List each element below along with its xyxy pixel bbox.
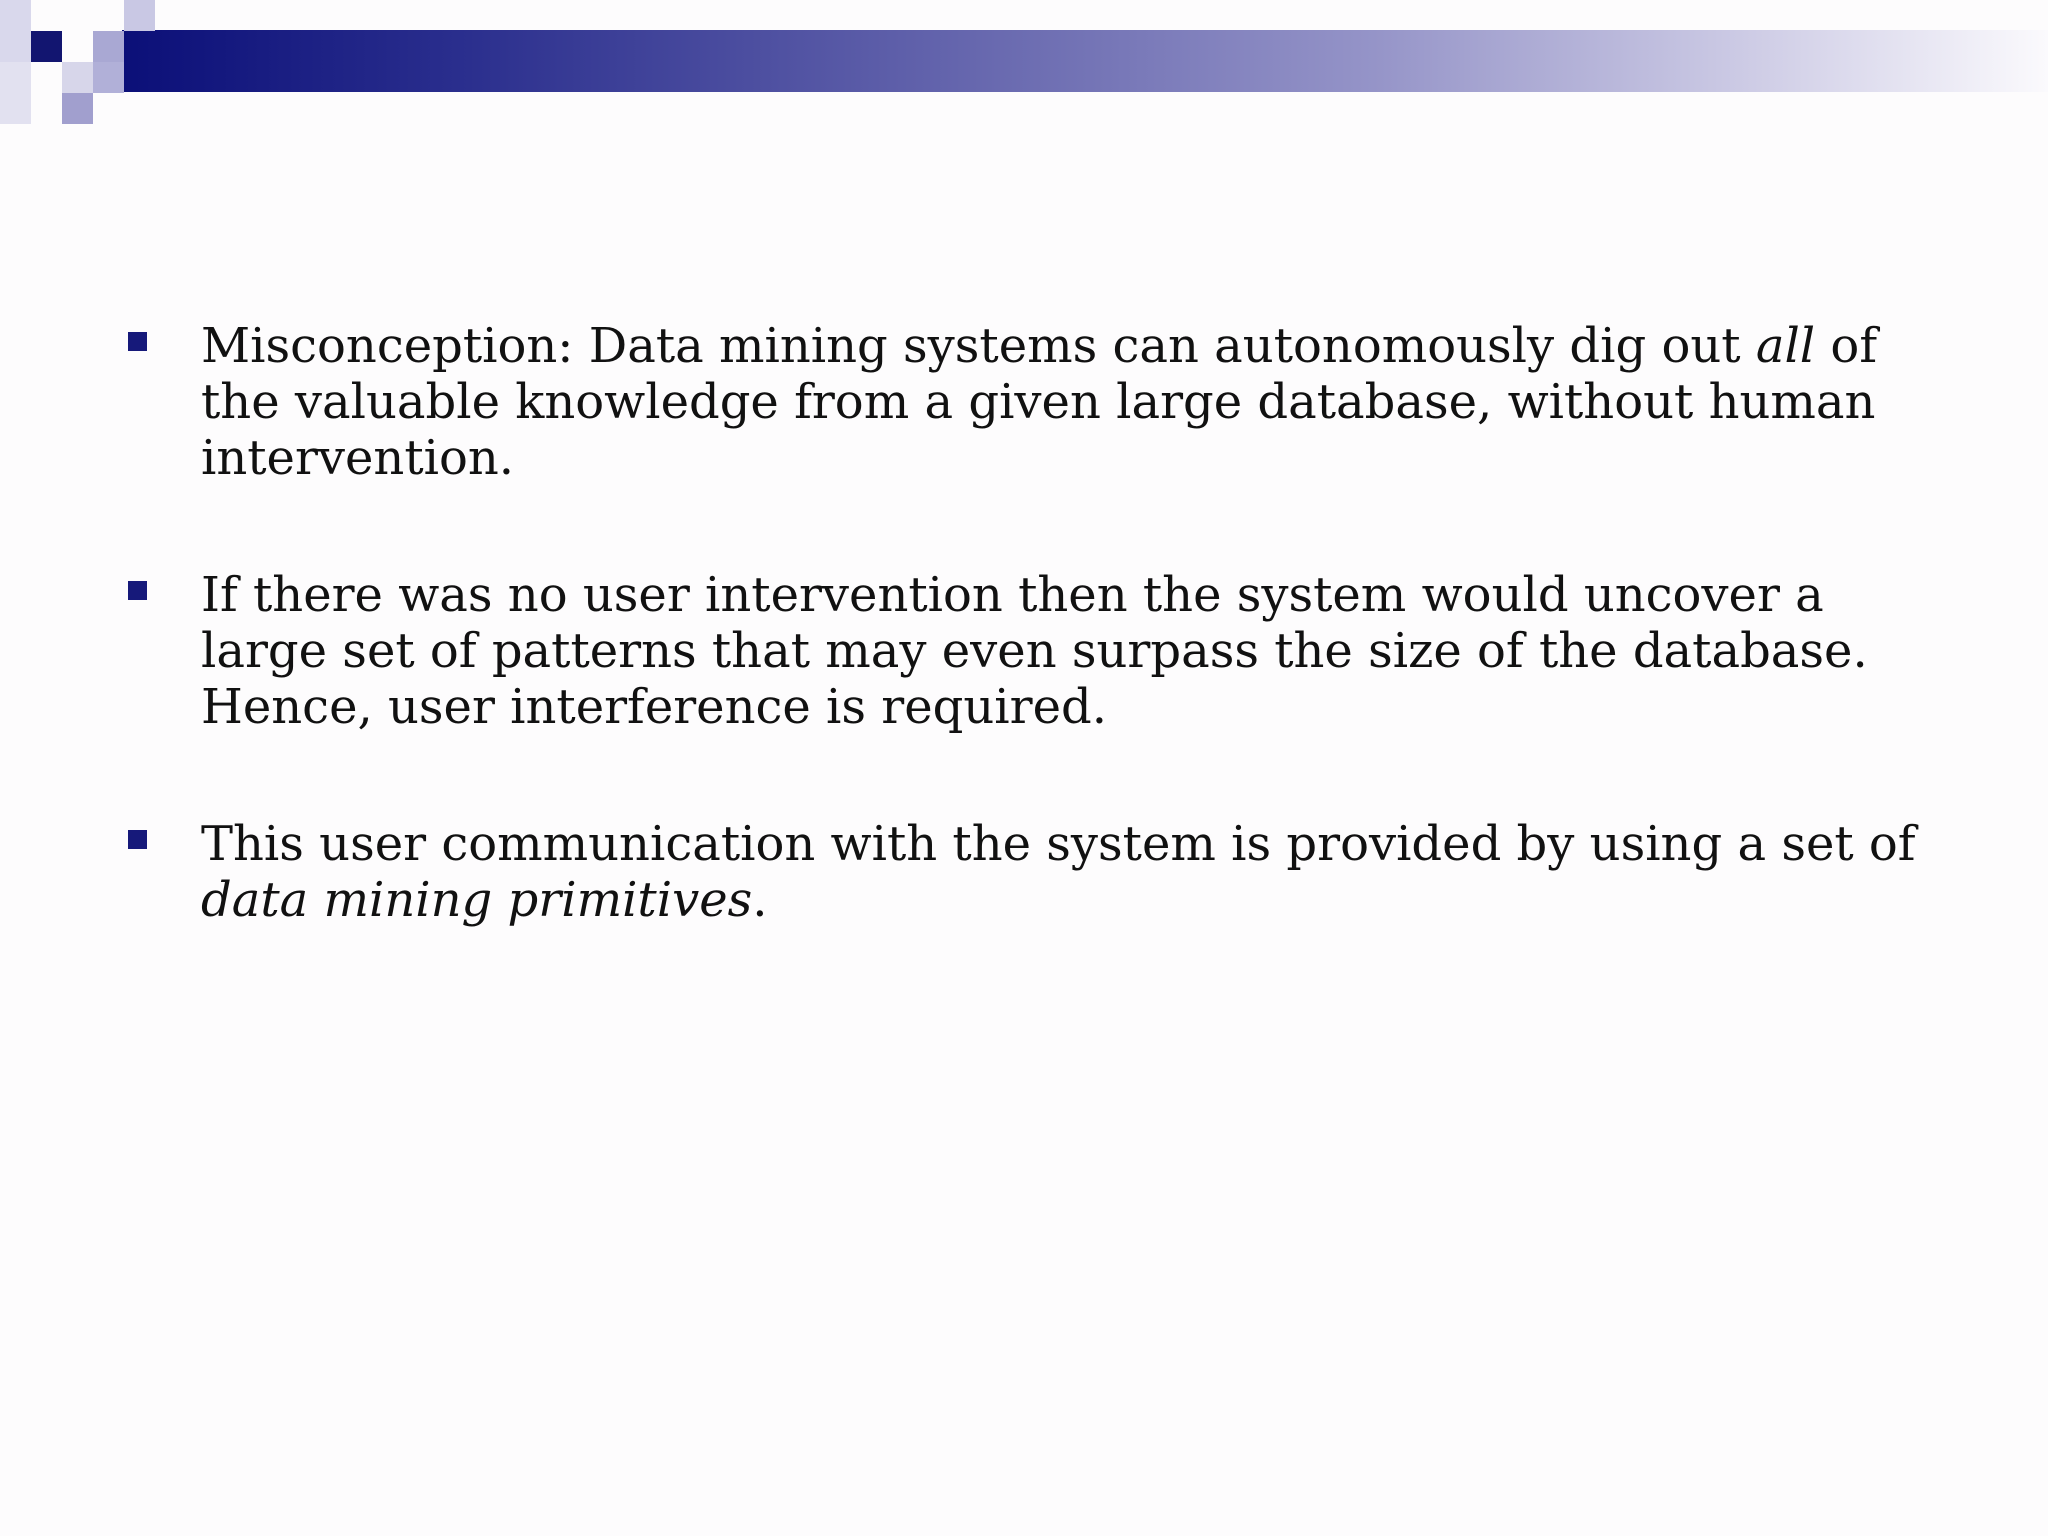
bullet-item bbox=[124, 318, 1944, 486]
decorative-square bbox=[0, 0, 31, 62]
decorative-square bbox=[31, 31, 62, 62]
square-bullet-icon bbox=[128, 332, 147, 351]
bullet-text: This user communication with the system is provided by using a set of data mining primitives. bbox=[201, 816, 1916, 928]
decorative-square bbox=[93, 62, 124, 93]
decorative-square bbox=[62, 93, 93, 124]
square-bullet-icon bbox=[128, 830, 147, 849]
square-bullet-icon bbox=[128, 581, 147, 600]
decorative-square bbox=[62, 62, 93, 93]
bullet-item bbox=[124, 816, 1944, 928]
bullet-text: If there was no user intervention then the system would uncover a large set of patterns that may even surpass the size of the database. Hence, user interference is required. bbox=[201, 567, 1868, 735]
bullet-text: Misconception: Data mining systems can autonomously dig out all of the valuable knowledge from a given large database, without human intervention. bbox=[201, 318, 1878, 486]
decorative-square bbox=[124, 0, 155, 31]
decorative-square bbox=[0, 62, 31, 124]
bullet-item bbox=[124, 567, 1944, 735]
decorative-square bbox=[93, 31, 124, 62]
bullet-list bbox=[124, 318, 1944, 1009]
header-gradient-bar bbox=[122, 30, 2048, 92]
